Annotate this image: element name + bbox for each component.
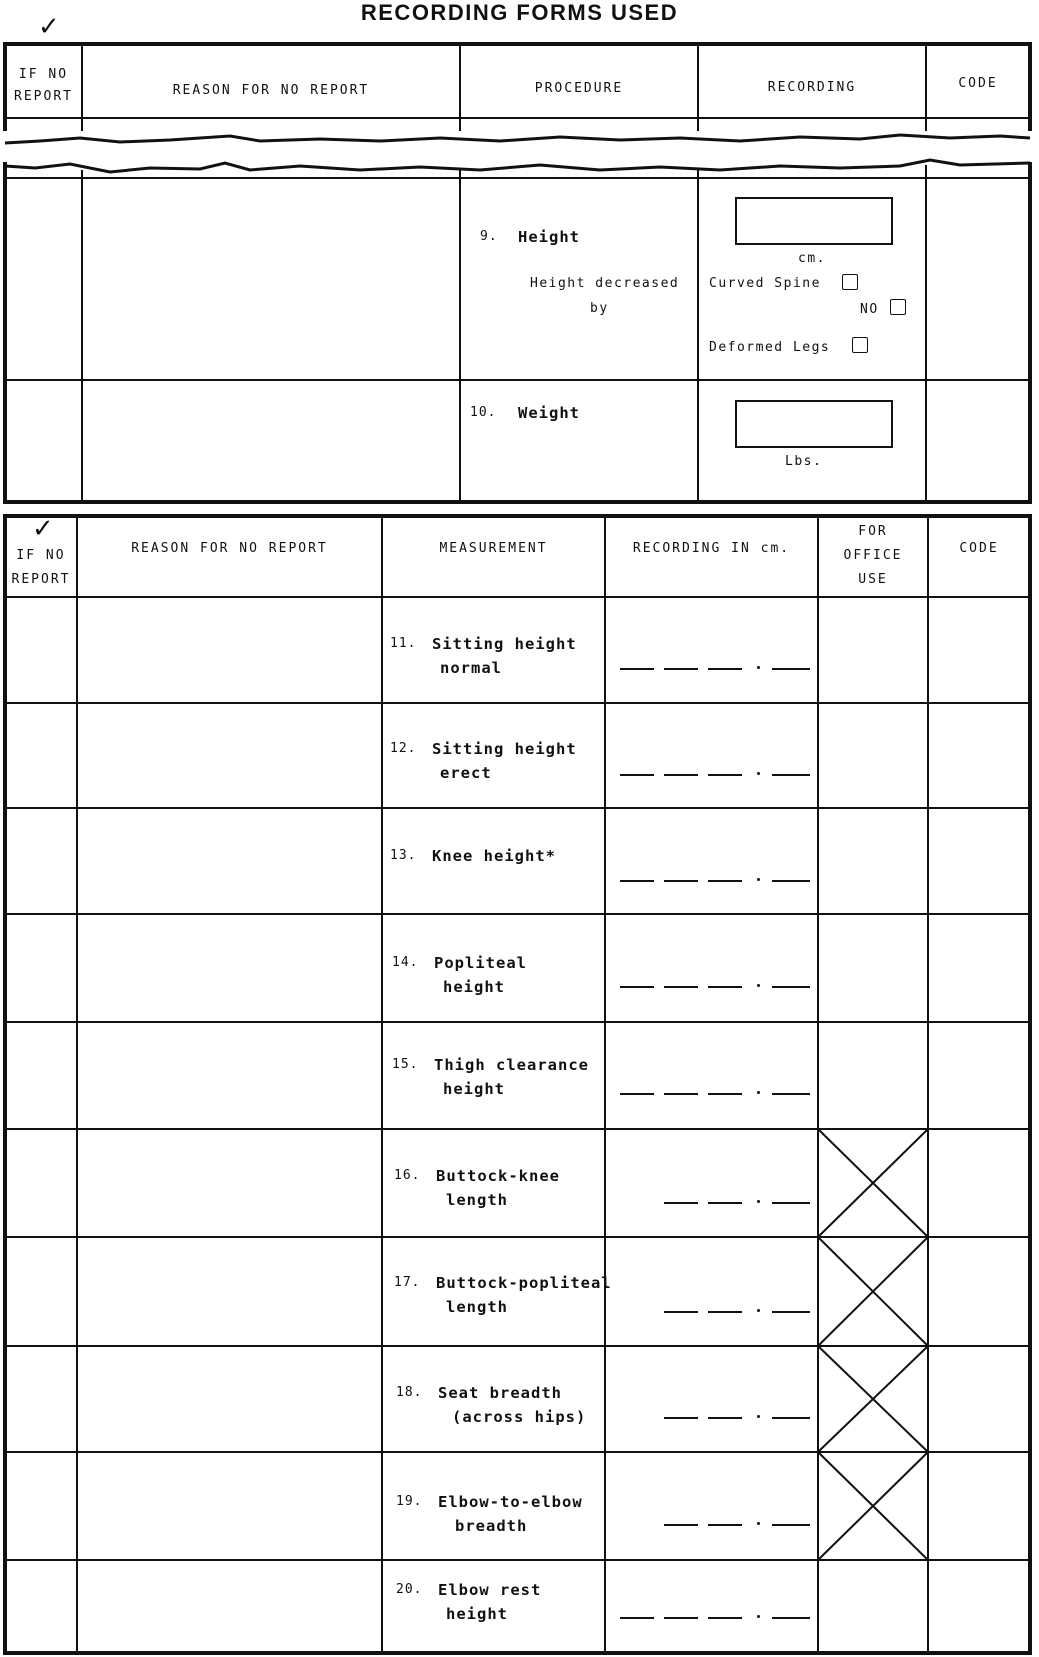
decimal-point (757, 666, 760, 669)
digit-blank[interactable] (664, 986, 698, 988)
row-number: 19. (396, 1494, 423, 1509)
digit-blank[interactable] (708, 1093, 742, 1095)
row-number: 15. (392, 1057, 419, 1072)
decimal-digit-blank[interactable] (772, 774, 810, 776)
row-number: 17. (394, 1275, 421, 1290)
row-number: 14. (392, 955, 419, 970)
header-procedure: PROCEDURE (534, 81, 624, 96)
procedure-name: Weight (518, 404, 580, 422)
row-number: 16. (394, 1168, 421, 1183)
checkmark-icon: ✓ (32, 514, 54, 544)
page-title: RECORDING FORMS USED (360, 0, 679, 25)
procedure-note: Height decreased (530, 276, 680, 291)
measurement-name-cont: (across hips) (452, 1408, 587, 1426)
digit-blank[interactable] (620, 1617, 654, 1619)
digit-blank[interactable] (664, 1202, 698, 1204)
measurement-name: Elbow-to-elbow (438, 1493, 583, 1511)
row-number: 20. (396, 1582, 423, 1597)
measurement-name: Sitting height (432, 635, 577, 653)
option-label: NO (860, 302, 879, 317)
decimal-digit-blank[interactable] (772, 1617, 810, 1619)
decimal-point (757, 878, 760, 881)
digit-blank[interactable] (664, 1417, 698, 1419)
header-if-no-report: IF NO REPORT (14, 67, 73, 104)
decimal-digit-blank[interactable] (772, 1202, 810, 1204)
decimal-digit-blank[interactable] (772, 986, 810, 988)
digit-blank[interactable] (620, 668, 654, 670)
checkmark-icon: ✓ (38, 12, 60, 42)
measurement-name-cont: height (443, 978, 505, 996)
option-label: Curved Spine (709, 276, 821, 291)
procedure-name: Height (518, 228, 580, 246)
digit-blank[interactable] (664, 774, 698, 776)
header-if-no-report: IF NO REPORT (11, 548, 71, 587)
decimal-point (757, 1309, 760, 1312)
row-number: 13. (390, 848, 417, 863)
digit-blank[interactable] (620, 1093, 654, 1095)
header-code: CODE (958, 76, 998, 91)
measurement-name-cont: normal (440, 659, 502, 677)
digit-blank[interactable] (664, 1093, 698, 1095)
measurement-name: Elbow rest (438, 1581, 542, 1599)
decimal-point (757, 1522, 760, 1525)
decimal-point (757, 1091, 760, 1094)
measurement-name: Sitting height (432, 740, 577, 758)
digit-blank[interactable] (620, 986, 654, 988)
header-recording: RECORDING (767, 80, 857, 95)
header-reason: REASON FOR NO REPORT (172, 83, 370, 98)
header-measurement: MEASUREMENT (439, 541, 548, 556)
measurement-name: Knee height* (432, 847, 556, 865)
header-reason: REASON FOR NO REPORT (131, 541, 328, 556)
digit-blank[interactable] (664, 1617, 698, 1619)
row-number: 18. (396, 1385, 423, 1400)
digit-blank[interactable] (664, 880, 698, 882)
digit-blank[interactable] (708, 986, 742, 988)
decimal-digit-blank[interactable] (772, 1093, 810, 1095)
procedure-note: by (590, 301, 609, 316)
row-number: 12. (390, 741, 417, 756)
measurement-name: Thigh clearance (434, 1056, 589, 1074)
measurement-name-cont: breadth (455, 1517, 528, 1535)
digit-blank[interactable] (664, 1311, 698, 1313)
digit-blank[interactable] (620, 774, 654, 776)
digit-blank[interactable] (708, 1202, 742, 1204)
decimal-digit-blank[interactable] (772, 1311, 810, 1313)
digit-blank[interactable] (708, 1617, 742, 1619)
option-label: Deformed Legs (709, 340, 831, 355)
unit-label: cm. (798, 251, 826, 266)
measurement-name: Popliteal (434, 954, 527, 972)
digit-blank[interactable] (708, 774, 742, 776)
row-number: 9. (480, 229, 498, 244)
digit-blank[interactable] (708, 1417, 742, 1419)
decimal-digit-blank[interactable] (772, 668, 810, 670)
decimal-digit-blank[interactable] (772, 1524, 810, 1526)
measurement-name: Buttock-knee (436, 1167, 560, 1185)
digit-blank[interactable] (664, 668, 698, 670)
row-number: 11. (390, 636, 417, 651)
decimal-point (757, 772, 760, 775)
unit-label: Lbs. (785, 454, 823, 469)
measurement-name-cont: length (446, 1298, 508, 1316)
row-number: 10. (470, 405, 497, 420)
digit-blank[interactable] (708, 668, 742, 670)
decimal-digit-blank[interactable] (772, 880, 810, 882)
decimal-digit-blank[interactable] (772, 1417, 810, 1419)
header-code: CODE (959, 541, 999, 556)
header-office-use: FOR OFFICE USE (843, 524, 903, 587)
decimal-point (757, 1415, 760, 1418)
decimal-point (757, 984, 760, 987)
measurement-name-cont: length (446, 1191, 508, 1209)
measurement-name-cont: height (446, 1605, 508, 1623)
measurement-name: Buttock-popliteal (436, 1274, 612, 1292)
measurement-name-cont: erect (440, 764, 492, 782)
decimal-point (757, 1615, 760, 1618)
digit-blank[interactable] (708, 880, 742, 882)
digit-blank[interactable] (664, 1524, 698, 1526)
digit-blank[interactable] (708, 1311, 742, 1313)
measurement-name-cont: height (443, 1080, 505, 1098)
digit-blank[interactable] (708, 1524, 742, 1526)
header-recording-cm: RECORDING IN cm. (632, 541, 791, 556)
decimal-point (757, 1200, 760, 1203)
digit-blank[interactable] (620, 880, 654, 882)
measurement-name: Seat breadth (438, 1384, 562, 1402)
